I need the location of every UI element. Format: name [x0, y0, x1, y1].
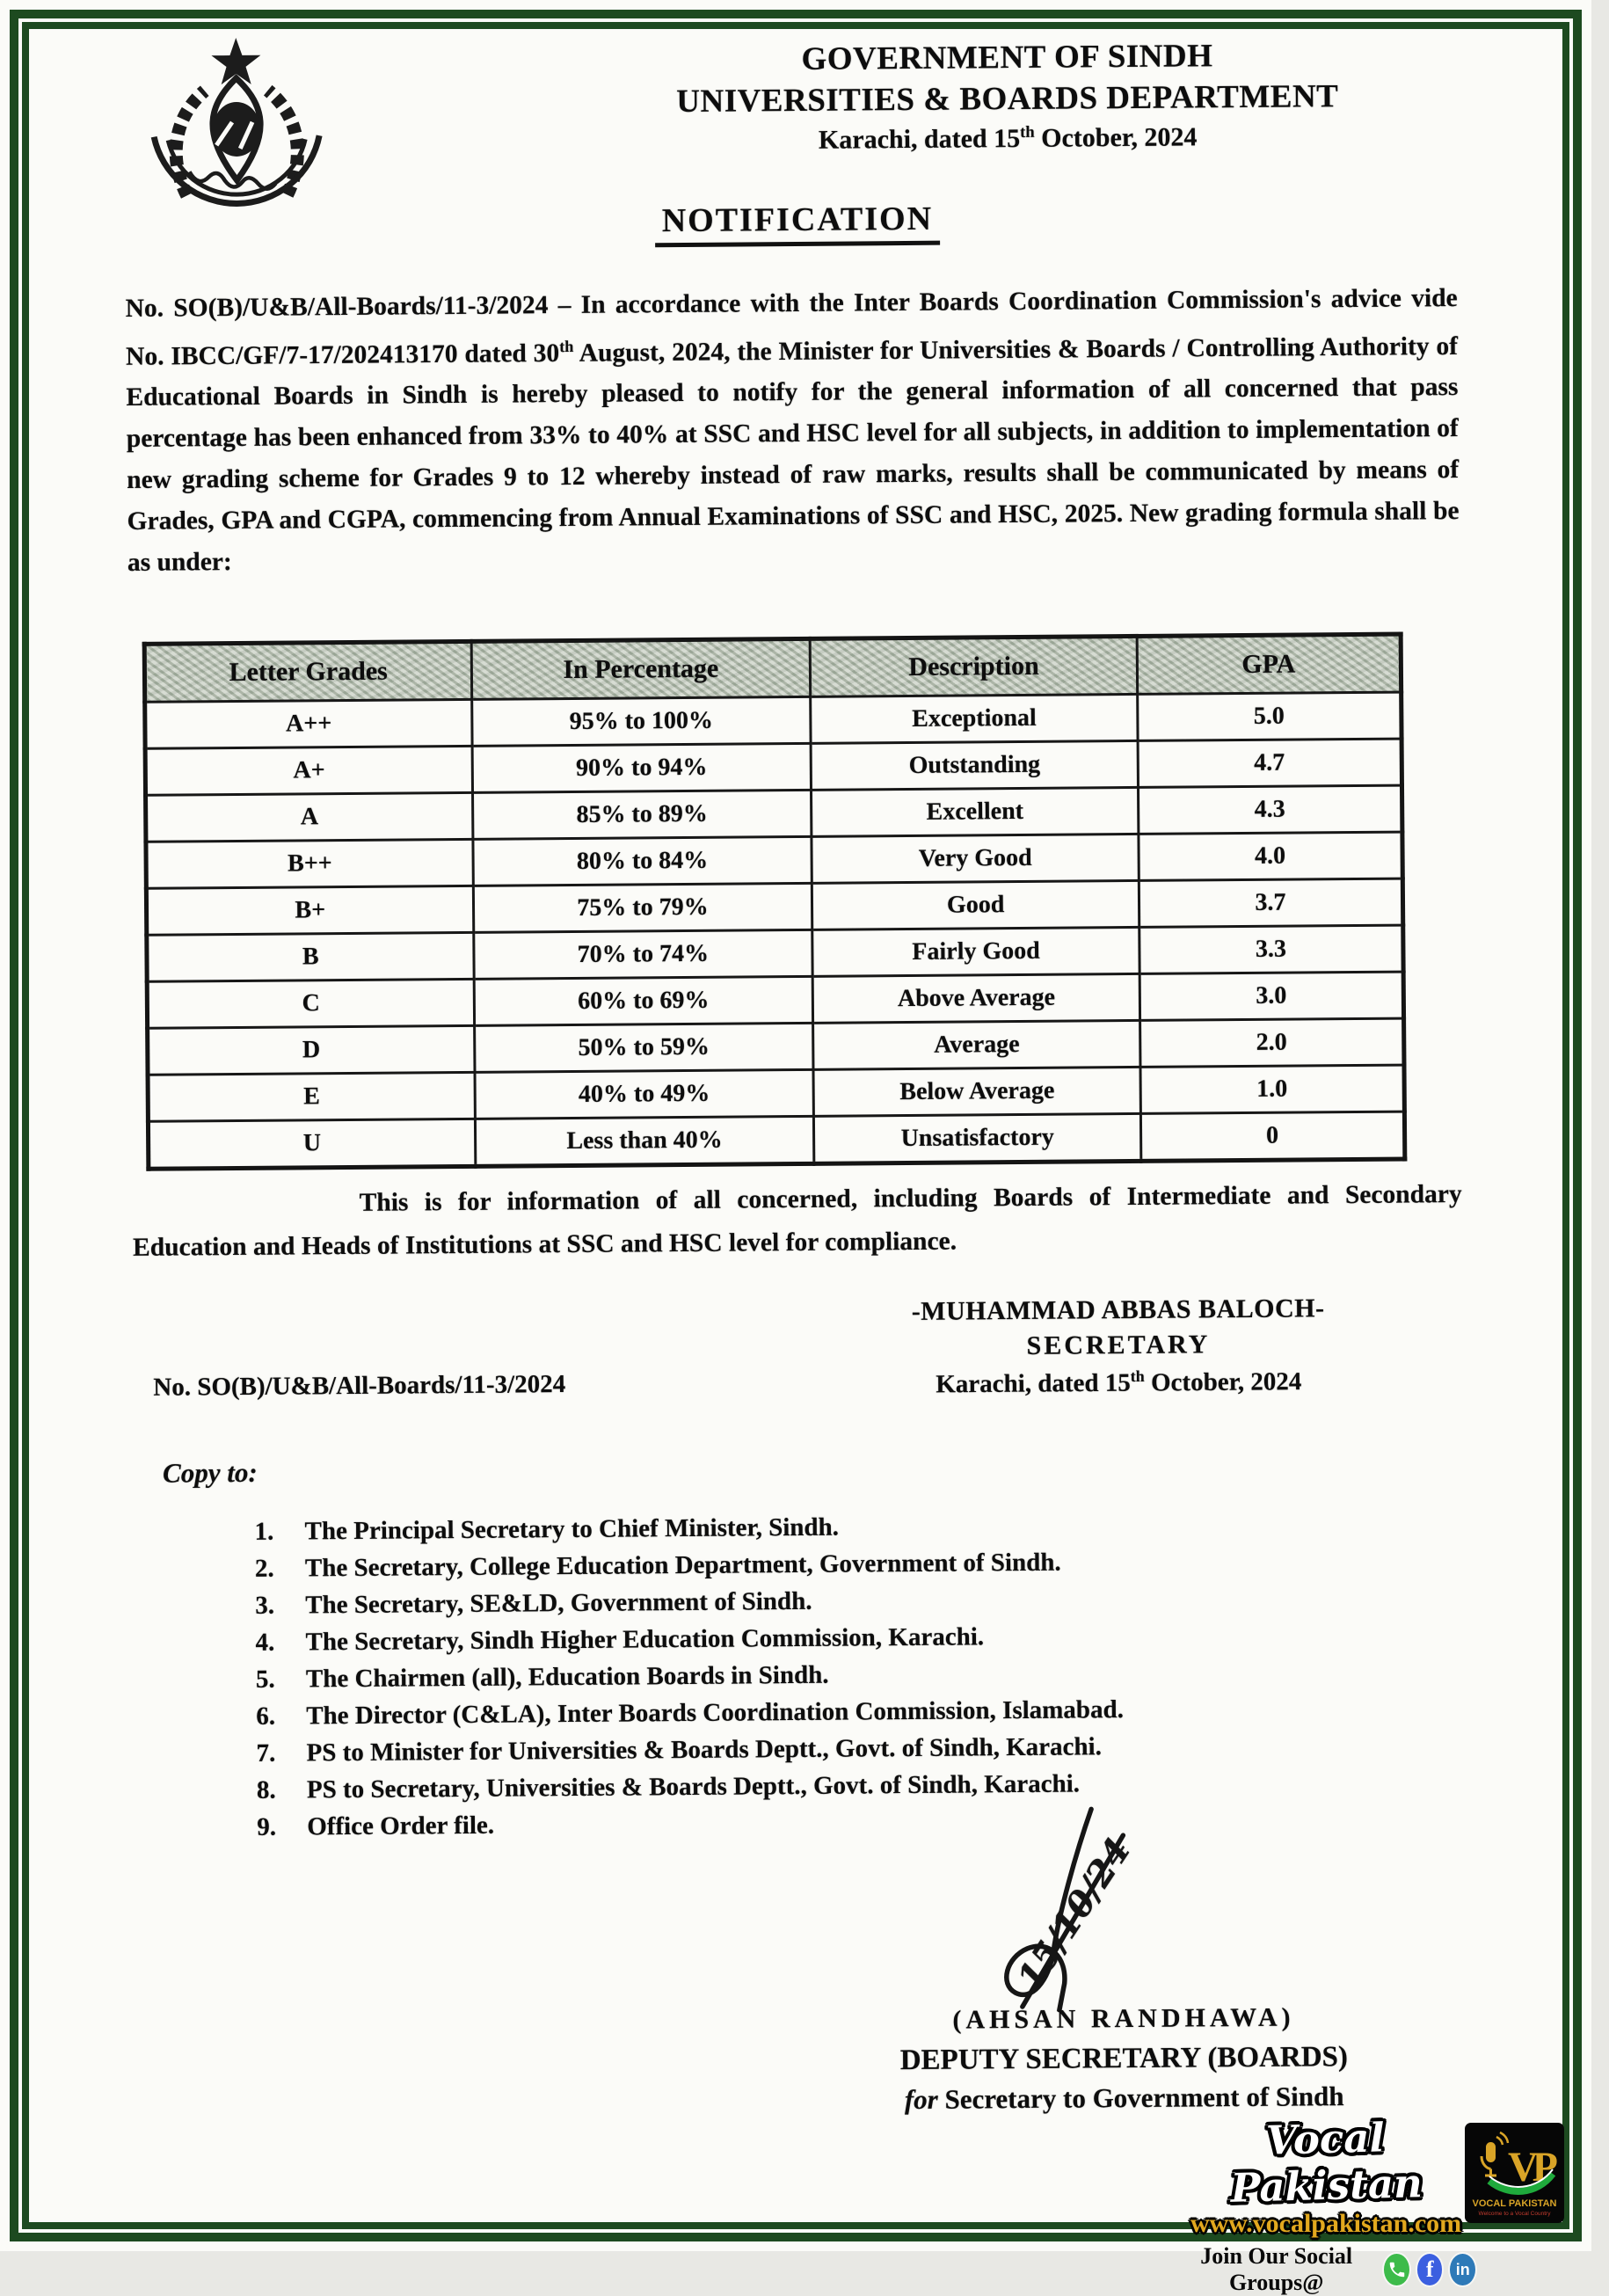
grading-table-body — [145, 692, 1405, 1169]
vocal-pakistan-logo — [1465, 2123, 1564, 2223]
facebook-icon: f — [1417, 2254, 1443, 2285]
signatory-name: -MUHAMMAD ABBAS BALOCH- — [911, 1294, 1325, 1326]
col-in-percentage: In Percentage — [471, 638, 811, 699]
notification-title: NOTIFICATION — [655, 200, 941, 248]
list-item: The Secretary, Sindh Higher Education Commission, Karachi. — [305, 1622, 985, 1657]
logo-tagline: Welcome to a Vocal Country — [1478, 2211, 1551, 2217]
signatory-title: SECRETARY — [1026, 1330, 1211, 1360]
copy-to-list — [254, 1504, 1417, 1845]
deputy-for-line: for Secretary to Government of Sindh — [904, 2081, 1344, 2116]
list-item: The Chairmen (all), Education Boards in Sindh. — [305, 1660, 829, 1694]
social-row — [1176, 2243, 1475, 2296]
list-item: The Director (C&LA), Inter Boards Coordination Commission, Islamabad. — [306, 1695, 1125, 1731]
table-row: B++ 80% to 84% Very Good 4.0 — [146, 832, 1402, 888]
brand-title: Vocal Pakistan — [1230, 2114, 1423, 2212]
main-paragraph: No. SO(B)/U&B/All-Boards/11-3/2024 – In accordance with the Inter Boards Coordination Commission's advice vide No. IBCC/GF/7-17/202413170 dated 30th August, 2024, the Minister for Universities & Boards / Controlling Authority of Educational Boards in Sindh is hereby pleased to notify for the general information of all concerned that pass percentage has been enhanced from 33% to 40% at SSC and HSC level for all subjects, in addition to implementation of new grading scheme for Grades 9 to 12 whereby instead of raw marks, results shall be communicated by means of Grades, GPA and CGPA, commencing from Annual Examinations of SSC and HSC, 2025. New grading formula shall be as under: — [125, 283, 1460, 578]
org-name-line1: GOVERNMENT OF SINDH — [801, 38, 1213, 77]
list-item: The Secretary, College Education Department, Government of Sindh. — [304, 1548, 1061, 1583]
whatsapp-icon — [1384, 2254, 1409, 2285]
social-groups-label: Join Our Social Groups@ — [1200, 2243, 1353, 2295]
list-item: The Principal Secretary to Chief Minister, Sindh. — [304, 1512, 840, 1546]
list-item: PS to Minister for Universities & Boards Deptt., Govt. of Sindh, Karachi. — [306, 1732, 1103, 1768]
grading-scheme-table — [142, 632, 1408, 1171]
table-row: B 70% to 74% Fairly Good 3.3 — [147, 925, 1403, 981]
list-item: The Secretary, SE&LD, Government of Sindh. — [305, 1586, 812, 1620]
col-gpa: GPA — [1137, 634, 1402, 694]
table-row: U Less than 40% Unsatisfactory 0 — [148, 1112, 1404, 1169]
letterhead — [585, 35, 1430, 157]
table-row: E 40% to 49% Below Average 1.0 — [148, 1065, 1404, 1121]
deputy-secretary-block — [851, 2002, 1397, 2117]
logo-monogram: VP — [1508, 2144, 1552, 2190]
col-letter-grades: Letter Grades — [144, 641, 471, 702]
col-description: Description — [811, 636, 1138, 696]
table-row: A+ 90% to 94% Outstanding 4.7 — [145, 739, 1402, 795]
logo-caption: VOCAL PAKISTAN — [1472, 2198, 1557, 2209]
brand-url: www.vocalpakistan.com — [1190, 2209, 1462, 2238]
copy-to-label: Copy to: — [162, 1456, 258, 1489]
table-row: B+ 75% to 79% Good 3.7 — [146, 878, 1402, 935]
signatory-dateline: Karachi, dated 15th October, 2024 — [936, 1367, 1302, 1399]
list-item: PS to Secretary, Universities & Boards Deptt., Govt. of Sindh, Karachi. — [306, 1769, 1081, 1804]
letterhead-dateline: Karachi, dated 15th October, 2024 — [818, 122, 1198, 155]
table-row: C 60% to 69% Above Average 3.0 — [147, 972, 1403, 1028]
deputy-title: DEPUTY SECRETARY (BOARDS) — [899, 2041, 1349, 2077]
reference-number: No. SO(B)/U&B/All-Boards/11-3/2024 — [153, 1370, 566, 1402]
closing-paragraph: This is for information of all concerned, including Boards of Intermediate and Secondary Education and Heads of Institutions at SSC and HSC level for compliance. — [132, 1179, 1462, 1262]
deputy-name: (AHSAN RANDHAWA) — [952, 2002, 1295, 2035]
vocal-pakistan-watermark — [1176, 2116, 1475, 2296]
signatory-block — [846, 1294, 1392, 1401]
grading-table-header — [144, 634, 1401, 702]
table-row: A++ 95% to 100% Exceptional 5.0 — [145, 692, 1402, 748]
list-item: Office Order file. — [307, 1811, 495, 1841]
table-row: A 85% to 89% Excellent 4.3 — [146, 785, 1402, 842]
table-row: D 50% to 59% Average 2.0 — [148, 1018, 1404, 1075]
signature-date: 15/10/24 — [1008, 1830, 1139, 1998]
handwritten-signature — [959, 1801, 1207, 2014]
linkedin-icon: in — [1450, 2254, 1475, 2285]
org-name-line2: UNIVERSITIES & BOARDS DEPARTMENT — [676, 78, 1339, 120]
